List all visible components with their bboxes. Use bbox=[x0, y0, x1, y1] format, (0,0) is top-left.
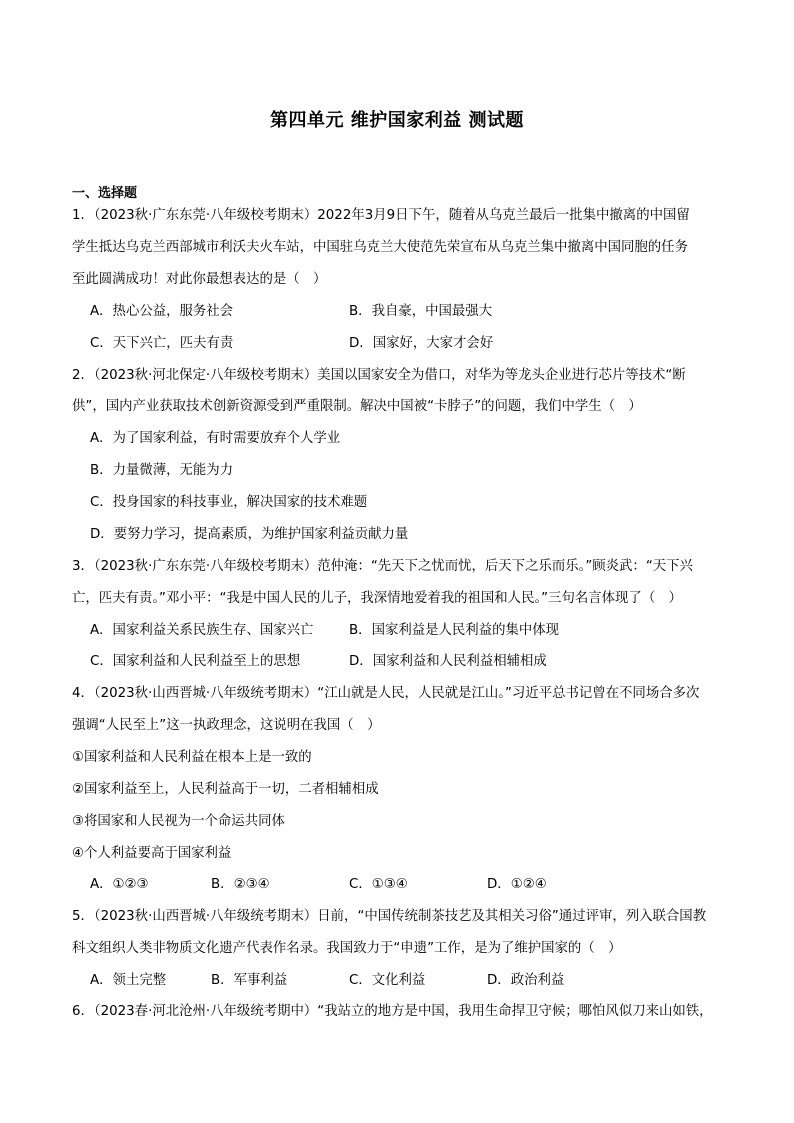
question-text-line: 5．（2023秋·山西晋城·八年级统考期末）日前，“中国传统制茶技艺及其相关习俗”通过评审，列入联合国教 bbox=[72, 909, 707, 924]
option-c: C．投身国家的科技事业，解决国家的技术难题 bbox=[90, 495, 368, 510]
option-a: A．热心公益，服务社会 bbox=[90, 304, 234, 319]
option-d: D．国家利益和人民利益相辅相成 bbox=[349, 654, 547, 669]
option-d: D．政治利益 bbox=[487, 973, 565, 988]
page-title: 第四单元 维护国家利益 测试题 bbox=[269, 110, 525, 131]
option-a: A．①②③ bbox=[90, 877, 149, 892]
option-b: B．力量微薄，无能为力 bbox=[90, 463, 234, 478]
question-text-line: 至此圆满成功！对此你最想表达的是（ ） bbox=[72, 272, 327, 287]
option-b: B．②③④ bbox=[211, 877, 270, 892]
option-a: A．领土完整 bbox=[90, 973, 167, 988]
question-text-line: 科文组织人类非物质文化遗产代表作名录。我国致力于“申遗”工作，是为了维护国家的（ ） bbox=[72, 941, 622, 956]
question-text-line: 学生抵达乌克兰西部城市利沃夫火车站，中国驻乌克兰大使范先荣宣布从乌克兰集中撤离中国同胞的任务 bbox=[72, 240, 688, 255]
question-text-line: 强调“人民至上”这一执政理念，这说明在我国（ ） bbox=[72, 718, 381, 733]
option-d: D．①②④ bbox=[487, 877, 547, 892]
option-b: B．国家利益是人民利益的集中体现 bbox=[349, 623, 560, 638]
question-text-line: 1．（2023秋·广东东莞·八年级校考期末）2022年3月9日下午，随着从乌克兰最后一批集中撤离的中国留 bbox=[72, 208, 690, 223]
option-a: A．为了国家利益，有时需要放弃个人学业 bbox=[90, 431, 341, 446]
statement-item: ②国家利益至上，人民利益高于一切，二者相辅相成 bbox=[72, 782, 379, 797]
option-c: C．国家利益和人民利益至上的思想 bbox=[90, 654, 301, 669]
question-text-line: 6．（2023春·河北沧州·八年级统考期中）“我站立的地方是中国，我用生命捍卫守候；哪怕风似刀来山如铁， bbox=[72, 1004, 713, 1019]
question-text-line: 2．（2023秋·河北保定·八年级校考期末）美国以国家安全为借口，对华为等龙头企业进行芯片等技术“断 bbox=[72, 368, 686, 383]
question-text-line: 供”，国内产业获取技术创新资源受到严重限制。解决中国被“卡脖子”的问题，我们中学生（ ） bbox=[72, 399, 642, 414]
option-c: C．天下兴亡，匹夫有责 bbox=[90, 336, 234, 351]
statement-item: ①国家利益和人民利益在根本上是一致的 bbox=[72, 750, 312, 765]
option-d: D．国家好，大家才会好 bbox=[349, 336, 494, 351]
section-heading: 一、选择题 bbox=[72, 186, 138, 201]
statement-item: ④个人利益要高于国家利益 bbox=[72, 846, 232, 861]
option-c: C．①③④ bbox=[349, 877, 408, 892]
option-b: B．我自豪，中国最强大 bbox=[349, 304, 493, 319]
option-c: C．文化利益 bbox=[349, 973, 426, 988]
option-b: B．军事利益 bbox=[211, 973, 288, 988]
question-text-line: 4．（2023秋·山西晋城·八年级统考期末）“江山就是人民，人民就是江山。”习近平总书记曾在不同场合多次 bbox=[72, 686, 700, 701]
statement-item: ③将国家和人民视为一个命运共同体 bbox=[72, 814, 285, 829]
option-a: A．国家利益关系民族生存、国家兴亡 bbox=[90, 623, 314, 638]
question-text-line: 亡，匹夫有责。”邓小平：“我是中国人民的儿子，我深情地爱着我的祖国和人民。”三句名言体现了（ ） bbox=[72, 591, 682, 606]
question-text-line: 3．（2023秋·广东东莞·八年级校考期末）范仲淹：“先天下之忧而忧，后天下之乐而乐。”顾炎武：“天下兴 bbox=[72, 559, 693, 574]
option-d: D．要努力学习，提高素质，为维护国家利益贡献力量 bbox=[90, 527, 409, 542]
